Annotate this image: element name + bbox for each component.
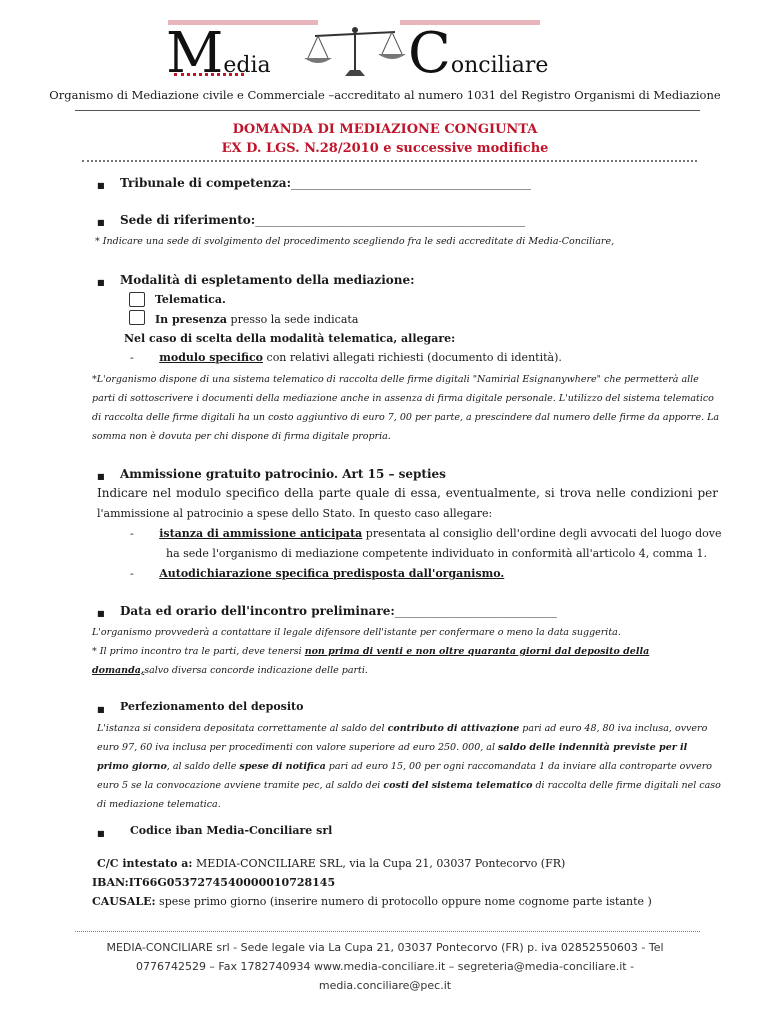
tribunale-label: Tribunale di competenza: [120, 176, 292, 190]
note-line: parti di sottoscrivere i documenti della mediazione anche in assenza di firma digitale personale. L'utilizzo del sistema telematico [92, 393, 714, 404]
deposito-line-2 [97, 738, 702, 757]
in-presenza-checkbox[interactable] [129, 310, 145, 325]
footer-line-1: MEDIA-CONCILIARE srl - Sede legale via La Cupa 21, 03037 Pontecorvo (FR) p. iva 02852550603 - Tel [106, 941, 664, 954]
iban-section-label: Codice iban Media-Conciliare srl [130, 824, 333, 837]
dash: - [130, 527, 134, 540]
ammissione-item-1-cont: ha sede l'organismo di mediazione competente individuato in conformità all'articolo 4, comma 1. [166, 547, 707, 560]
causale-label: CAUSALE: [92, 895, 156, 908]
sede-field[interactable]: _____________________________________________ [255, 213, 526, 227]
logo-word-conciliare [408, 21, 549, 86]
logo-cap-c: C [408, 21, 451, 86]
note-line: *L'organismo dispone di una sistema telematico di raccolta delle firme digitali "Namirial Esignanywhere" che permetterà alle [92, 374, 699, 385]
logo-word-media [166, 21, 271, 86]
cc-intestato-value: MEDIA-CONCILIARE SRL, via la Cupa 21, 03037 Pontecorvo (FR) [192, 857, 566, 870]
primo-incontro-bold: non prima di venti e non oltre quaranta giorni dal deposito della [304, 646, 650, 657]
causale-row [92, 895, 652, 908]
document-title: DOMANDA DI MEDIAZIONE CONGIUNTA [232, 122, 538, 137]
primo-incontro-note-1 [92, 646, 649, 657]
data-orario-label: Data ed orario dell'incontro preliminare: [120, 604, 395, 618]
deposito-label: Perfezionamento del deposito [120, 700, 304, 713]
logo-conciliare-rest: onciliare [450, 53, 549, 78]
ammissione-text-2: l'ammissione al patrocinio a spese dello Stato. In questo caso allegare: [97, 507, 493, 520]
deposito-text-part: euro 5 se la convocazione avviene tramite pec, al saldo dei [97, 780, 384, 791]
deposito-text-part: pari ad euro 15, 00 per ogni raccomandata 1 da inviare alla controparte ovvero [325, 761, 712, 772]
spese-notifica: spese di notifica [239, 761, 326, 772]
deposito-line-1 [97, 719, 708, 738]
header-divider [75, 110, 700, 111]
dash: - [130, 567, 134, 580]
document-subtitle: EX D. LGS. N.28/2010 e successive modifiche [221, 141, 549, 156]
telematica-checkbox[interactable] [129, 292, 145, 307]
deposito-text-part: di raccolta delle firme digitali nel caso [532, 780, 721, 791]
sede-note: * Indicare una sede di svolgimento del procedimento scegliendo fra le sedi accreditate di Media-Conciliare, [95, 236, 615, 247]
ammissione-label: Ammissione gratuito patrocinio. Art 15 – septies [120, 467, 446, 481]
istanza-ammissione-desc: presentata al consiglio dell'ordine degli avvocati del luogo dove [362, 527, 722, 540]
modulo-specifico-desc: con relativi allegati richiesti (documento di identità). [263, 351, 562, 364]
deposito-line-4 [97, 776, 721, 795]
data-orario-note: L'organismo provvederà a contattare il legale difensore dell'istante per confermare o meno la data suggerita. [92, 627, 621, 638]
dash: - [130, 351, 134, 364]
telematica-attachments-label: Nel caso di scelta della modalità telematica, allegare: [124, 332, 456, 345]
scales-icon [300, 24, 410, 80]
primo-giorno: primo giorno [97, 761, 167, 772]
telematica-attachment-item [130, 351, 562, 364]
modulo-specifico-text: modulo specifico [159, 351, 264, 364]
deposito-line-5: di mediazione telematica. [97, 799, 221, 810]
telematica-option-label: Telematica. [155, 293, 226, 306]
footer-divider [75, 931, 700, 932]
footer [0, 938, 770, 995]
organization-subtitle: Organismo di Mediazione civile e Commerciale –accreditato al numero 1031 del Registro Organismi di Mediazione [49, 88, 721, 102]
footer-line-2: 0776742529 – Fax 1782740934 www.media-conciliare.it – segreteria@media-conciliare.it - [135, 960, 635, 973]
costi-sistema-telematico: costi del sistema telematico [383, 780, 533, 791]
deposito-line-3 [97, 757, 712, 776]
domanda-rest: salvo diversa concorde indicazione delle parti. [144, 665, 368, 676]
tribunale-field[interactable]: ________________________________________ [291, 176, 532, 190]
data-orario-field[interactable]: ___________________________ [394, 604, 557, 618]
domanda-bold: domanda, [92, 665, 145, 676]
in-presenza-desc: presso la sede indicata [227, 313, 359, 326]
bullet-icon: ■ [97, 829, 105, 838]
cc-intestato-label: C/C intestato a: [97, 857, 193, 870]
logo-cap-m: M [166, 21, 224, 86]
bullet-icon: ■ [97, 609, 105, 618]
bullet-icon: ■ [97, 472, 105, 481]
data-orario-row [120, 604, 557, 618]
sede-label: Sede di riferimento: [120, 213, 256, 227]
bullet-icon: ■ [97, 181, 105, 190]
autodichiarazione-text: Autodichiarazione specifica predisposta dall'organismo. [159, 567, 505, 580]
iban-value: IBAN:IT66G0537274540000010728145 [92, 876, 336, 889]
cc-intestato-row [97, 857, 565, 870]
note-line: somma non è dovuta per chi dispone di firma digitale propria. [92, 431, 391, 442]
bullet-icon: ■ [97, 278, 105, 287]
note-line: di raccolta delle firme digitali ha un costo aggiuntivo di euro 7, 00 per parte, a prescindere dal numero delle firme da apporre. La [92, 412, 720, 423]
in-presenza-label: In presenza [155, 313, 228, 326]
ammissione-text-1: Indicare nel modulo specifico della parte quale di essa, eventualmente, si trova nelle condizioni per [97, 486, 719, 500]
bullet-icon: ■ [97, 705, 105, 714]
deposito-text [97, 719, 721, 814]
logo [160, 20, 610, 86]
sede-row [120, 213, 525, 227]
istanza-ammissione-text: istanza di ammissione anticipata [159, 527, 363, 540]
deposito-text-part: euro 97, 60 iva inclusa per procedimenti con valore superiore ad euro 250. 000, al [97, 742, 499, 753]
contributo-attivazione: contributo di attivazione [387, 723, 520, 734]
primo-incontro-pre: * Il primo incontro tra le parti, deve tenersi [92, 646, 305, 657]
footer-line-3: media.conciliare@pec.it [318, 979, 452, 992]
modalita-label: Modalità di espletamento della mediazione: [120, 273, 415, 287]
title-divider [82, 160, 697, 162]
firme-digitali-note [92, 370, 720, 446]
logo-media-rest: edia [223, 53, 271, 78]
deposito-text-part: L'istanza si considera depositata correttamente al saldo del [97, 723, 388, 734]
ammissione-item-1 [130, 527, 721, 540]
deposito-text-part: pari ad euro 48, 80 iva inclusa, ovvero [519, 723, 708, 734]
indennita-previste: saldo delle indennità previste per il [498, 742, 688, 753]
causale-value: spese primo giorno (inserire numero di protocollo oppure nome cognome parte istante ) [155, 895, 652, 908]
tribunale-row [120, 176, 531, 190]
primo-incontro-note-2 [92, 665, 368, 676]
deposito-text-part: , al saldo delle [166, 761, 240, 772]
in-presenza-option [155, 313, 358, 326]
bullet-icon: ■ [97, 218, 105, 227]
ammissione-item-2 [130, 567, 504, 580]
